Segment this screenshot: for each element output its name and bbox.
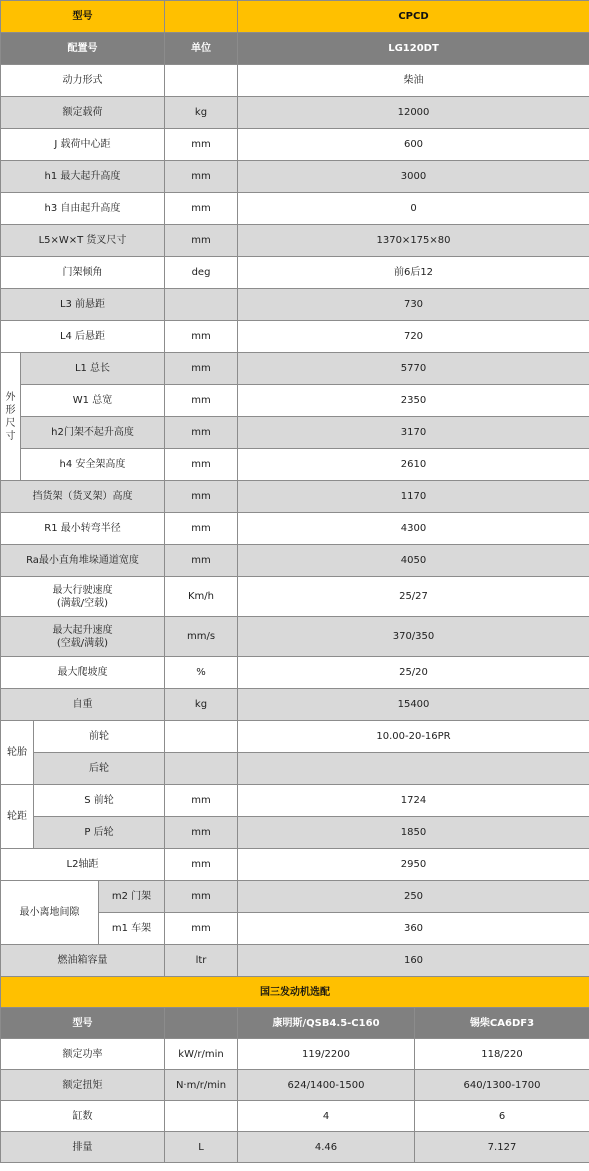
row-label: 挡货架（货叉架）高度 [1, 481, 165, 513]
table-row [1, 881, 589, 913]
table-row [1, 817, 589, 849]
row-value-2: 7.127 [415, 1132, 589, 1163]
row-label: W1 总宽 [21, 385, 165, 417]
row-label: m2 门架 [99, 881, 165, 913]
row-unit: mm [165, 481, 238, 513]
table-row [1, 785, 589, 817]
row-unit [165, 289, 238, 321]
row-unit: mm [165, 849, 238, 881]
row-label [1, 617, 165, 657]
row-value: 1724 [238, 785, 589, 817]
row-unit: kg [165, 97, 238, 129]
engine-model-label: 型号 [1, 1008, 165, 1039]
table-row [1, 289, 589, 321]
row-value: 370/350 [238, 617, 589, 657]
row-unit: ltr [165, 945, 238, 977]
table-row [1, 1070, 589, 1101]
model-label: 型号 [1, 1, 165, 33]
table-row [1, 577, 589, 617]
row-label: 缸数 [1, 1101, 165, 1132]
row-value: 前6后12 [238, 257, 589, 289]
row-value: 360 [238, 913, 589, 945]
row-label: L3 前悬距 [1, 289, 165, 321]
engine-unit-header [165, 1008, 238, 1039]
row-unit: Km/h [165, 577, 238, 617]
row-label: 后轮 [34, 753, 165, 785]
row-value: 4050 [238, 545, 589, 577]
table-row [1, 257, 589, 289]
row-value: 2610 [238, 449, 589, 481]
row-value: 5770 [238, 353, 589, 385]
row-value-1: 4 [238, 1101, 415, 1132]
table-row [1, 1039, 589, 1070]
row-label: L4 后悬距 [1, 321, 165, 353]
row-value: 730 [238, 289, 589, 321]
row-label [1, 577, 165, 617]
table-row [1, 849, 589, 881]
config-value: LG120DT [238, 33, 589, 65]
row-unit: kg [165, 689, 238, 721]
table-row [1, 481, 589, 513]
row-value: 1370×175×80 [238, 225, 589, 257]
row-unit [165, 65, 238, 97]
config-row [1, 33, 589, 65]
unit-header: 单位 [165, 33, 238, 65]
table-row [1, 945, 589, 977]
table-row [1, 417, 589, 449]
row-unit [165, 753, 238, 785]
row-unit [165, 1101, 238, 1132]
row-unit: mm [165, 129, 238, 161]
row-unit: mm [165, 321, 238, 353]
row-label: 门架倾角 [1, 257, 165, 289]
table-row [1, 657, 589, 689]
row-value: 25/27 [238, 577, 589, 617]
header-row [1, 1, 589, 33]
row-label: h3 自由起升高度 [1, 193, 165, 225]
row-unit: mm [165, 513, 238, 545]
table-row [1, 161, 589, 193]
row-label-line1: 最大起升速度 [52, 624, 113, 636]
table-row [1, 513, 589, 545]
table-row [1, 1132, 589, 1163]
table-row [1, 65, 589, 97]
row-unit: mm [165, 193, 238, 225]
track-group-label: 轮距 [1, 785, 34, 849]
unit-blank [165, 1, 238, 33]
engine-section-row [1, 977, 589, 1008]
row-label: h2门架不起升高度 [21, 417, 165, 449]
row-value-1: 119/2200 [238, 1039, 415, 1070]
config-label: 配置号 [1, 33, 165, 65]
row-value: 3000 [238, 161, 589, 193]
row-label: L1 总长 [21, 353, 165, 385]
row-value: 2950 [238, 849, 589, 881]
table-row [1, 353, 589, 385]
engine-option-1: 康明斯/QSB4.5-C160 [238, 1008, 415, 1039]
table-row [1, 193, 589, 225]
row-value-2: 118/220 [415, 1039, 589, 1070]
model-value: CPCD [238, 1, 589, 33]
row-unit: % [165, 657, 238, 689]
tire-group-label: 轮胎 [1, 721, 34, 785]
row-label: 排量 [1, 1132, 165, 1163]
row-unit: mm [165, 545, 238, 577]
table-row [1, 1101, 589, 1132]
row-value [238, 753, 589, 785]
row-label: 动力形式 [1, 65, 165, 97]
row-unit: mm [165, 449, 238, 481]
row-label: P 后轮 [34, 817, 165, 849]
row-unit: mm [165, 913, 238, 945]
row-value: 600 [238, 129, 589, 161]
row-value-2: 640/1300-1700 [415, 1070, 589, 1101]
table-row [1, 385, 589, 417]
engine-header-row [1, 1008, 589, 1039]
row-value: 0 [238, 193, 589, 225]
row-label: h4 安全架高度 [21, 449, 165, 481]
row-label-line1: 最大行驶速度 [52, 584, 113, 596]
row-label-line2: (空载/满载) [56, 637, 109, 649]
row-value: 柴油 [238, 65, 589, 97]
row-unit: mm [165, 353, 238, 385]
row-value: 250 [238, 881, 589, 913]
row-label: Ra最小直角堆垛通道宽度 [1, 545, 165, 577]
row-label: h1 最大起升高度 [1, 161, 165, 193]
table-row [1, 689, 589, 721]
table-row [1, 129, 589, 161]
row-label: 额定扭矩 [1, 1070, 165, 1101]
row-label: L5×W×T 货叉尺寸 [1, 225, 165, 257]
row-unit: mm [165, 817, 238, 849]
engine-option-2: 锡柴CA6DF3 [415, 1008, 589, 1039]
dimensions-group-label: 外 形 尺 寸 [1, 353, 21, 481]
row-label: S 前轮 [34, 785, 165, 817]
row-label: L2轴距 [1, 849, 165, 881]
row-unit: mm [165, 161, 238, 193]
row-value: 25/20 [238, 657, 589, 689]
row-unit: mm [165, 881, 238, 913]
row-label: R1 最小转弯半径 [1, 513, 165, 545]
table-row [1, 617, 589, 657]
table-row [1, 721, 589, 753]
row-unit: N·m/r/min [165, 1070, 238, 1101]
row-value: 1170 [238, 481, 589, 513]
table-row [1, 449, 589, 481]
table-row [1, 321, 589, 353]
row-label: J 载荷中心距 [1, 129, 165, 161]
row-unit: mm [165, 385, 238, 417]
table-row [1, 753, 589, 785]
row-unit: mm [165, 225, 238, 257]
row-label-line2: (满载/空载) [56, 597, 109, 609]
row-value: 4300 [238, 513, 589, 545]
table-row [1, 225, 589, 257]
row-value-1: 624/1400-1500 [238, 1070, 415, 1101]
row-value-1: 4.46 [238, 1132, 415, 1163]
row-value: 12000 [238, 97, 589, 129]
engine-section-title: 国三发动机选配 [1, 977, 589, 1008]
row-value: 720 [238, 321, 589, 353]
table-row [1, 545, 589, 577]
row-label: 额定功率 [1, 1039, 165, 1070]
row-value: 15400 [238, 689, 589, 721]
row-unit: mm [165, 785, 238, 817]
row-value: 2350 [238, 385, 589, 417]
row-label: m1 车架 [99, 913, 165, 945]
row-unit [165, 721, 238, 753]
row-unit: L [165, 1132, 238, 1163]
row-unit: kW/r/min [165, 1039, 238, 1070]
row-value: 160 [238, 945, 589, 977]
table-row [1, 97, 589, 129]
row-unit: mm/s [165, 617, 238, 657]
clearance-group-label: 最小离地间隙 [1, 881, 99, 945]
row-label: 燃油箱容量 [1, 945, 165, 977]
row-unit: deg [165, 257, 238, 289]
row-unit: mm [165, 417, 238, 449]
row-value: 10.00-20-16PR [238, 721, 589, 753]
row-value-2: 6 [415, 1101, 589, 1132]
row-value: 1850 [238, 817, 589, 849]
row-label: 额定载荷 [1, 97, 165, 129]
row-label: 最大爬坡度 [1, 657, 165, 689]
row-value: 3170 [238, 417, 589, 449]
row-label: 前轮 [34, 721, 165, 753]
row-label: 自重 [1, 689, 165, 721]
